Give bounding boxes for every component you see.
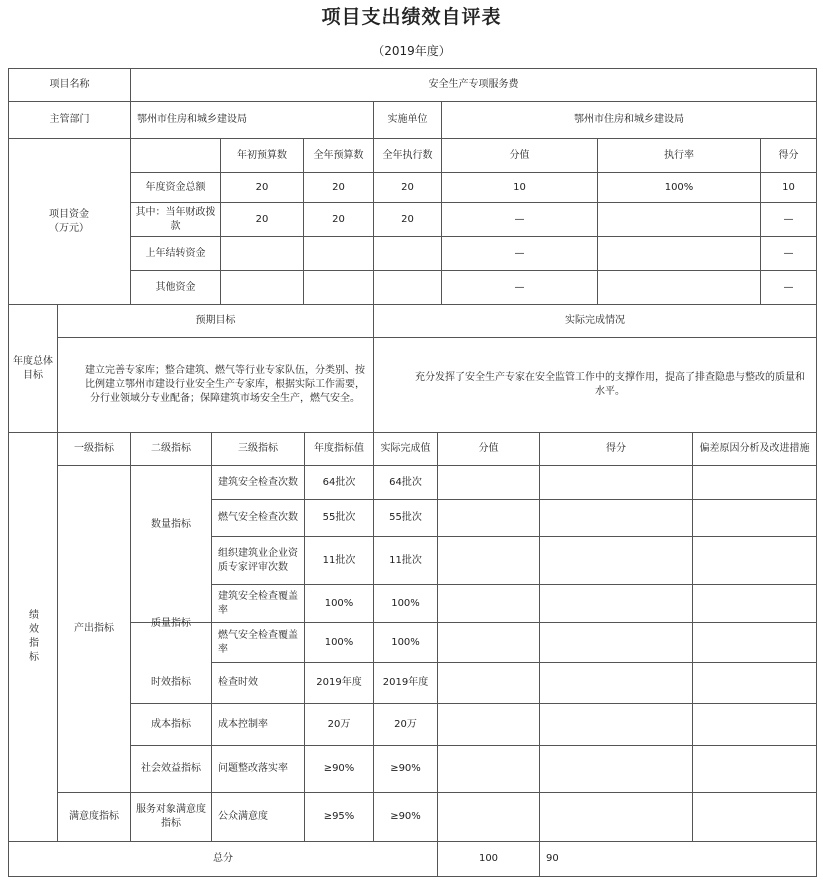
funds-cell: 20 xyxy=(255,213,269,225)
funds-cell: — xyxy=(514,213,525,225)
indicator-actual: 2019年度 xyxy=(382,677,429,688)
indicator-name: 燃气安全检查次数 xyxy=(218,512,298,523)
funds-row-label: 其他资金 xyxy=(155,281,196,293)
funds-header: 分值 xyxy=(509,149,530,161)
indicator-name: 检查时效 xyxy=(218,677,258,688)
indicator-target: 64批次 xyxy=(322,476,356,488)
impl-label: 实施单位 xyxy=(387,114,428,125)
indicator-target: ≥95% xyxy=(323,811,355,822)
total-score-value: 100 xyxy=(478,853,499,864)
page-subtitle: （2019年度） xyxy=(372,44,451,58)
perf-header: 实际完成值 xyxy=(380,443,431,454)
funds-cell: — xyxy=(783,247,794,259)
expected-goal-text: 建立完善专家库；整合建筑、燃气等行业专家队伍，分类别、按比例建立鄂州市建设行业安全生产专家库，根据实际工作需要，分行业领域分专业配备；保障建筑市场安全生产，燃气安全。 xyxy=(85,365,365,404)
funds-label: 项目资金（万元） xyxy=(49,208,89,234)
funds-cell: 20 xyxy=(401,213,414,225)
level2-timeliness: 时效指标 xyxy=(151,677,191,688)
perf-header: 得分 xyxy=(606,443,626,454)
level2-cost: 成本指标 xyxy=(151,718,191,730)
level1-output: 产出指标 xyxy=(74,623,114,634)
perf-header: 一级指标 xyxy=(74,443,114,454)
dept-label: 主管部门 xyxy=(49,114,90,125)
perf-header: 分值 xyxy=(478,443,499,454)
actual-result-text: 充分发挥了安全生产专家在安全监管工作中的支撑作用，提高了排查隐患与整改的质量和水平。 xyxy=(415,372,805,397)
indicator-actual: ≥90% xyxy=(390,763,421,774)
indicator-name: 建筑安全检查次数 xyxy=(218,476,298,488)
level2-social: 社会效益指标 xyxy=(141,763,201,774)
funds-row-label: 其中：当年财政拨款 xyxy=(135,206,216,232)
funds-header: 执行率 xyxy=(664,149,694,161)
expected-header: 预期目标 xyxy=(195,315,236,326)
indicator-actual: 64批次 xyxy=(389,476,422,488)
goals-label: 年度总体目标 xyxy=(13,355,53,381)
project-name-label: 项目名称 xyxy=(49,79,90,90)
indicator-target: 2019年度 xyxy=(316,677,362,688)
total-score: 90 xyxy=(546,853,559,864)
indicator-actual: 20万 xyxy=(394,718,417,730)
indicator-name: 公众满意度 xyxy=(218,811,268,822)
funds-cell: 100% xyxy=(664,181,694,193)
funds-header: 年初预算数 xyxy=(237,149,287,161)
project-name: 安全生产专项服务费 xyxy=(428,79,519,90)
indicator-target: 20万 xyxy=(327,718,351,730)
total-label: 总分 xyxy=(213,853,233,864)
level2-service: 服务对象满意度指标 xyxy=(136,804,206,829)
perf-header: 年度指标值 xyxy=(314,443,364,454)
funds-row-label: 年度资金总额 xyxy=(145,181,206,193)
indicator-name: 组织建筑业企业资质专家评审次数 xyxy=(218,547,298,573)
actual-header: 实际完成情况 xyxy=(565,315,625,326)
indicator-name: 问题整改落实率 xyxy=(218,763,288,774)
indicator-actual: 100% xyxy=(391,636,420,648)
indicator-actual: 100% xyxy=(391,597,420,609)
page-title: 项目支出绩效自评表 xyxy=(321,6,502,28)
indicator-target: 55批次 xyxy=(322,512,356,523)
indicator-actual: 11批次 xyxy=(389,554,422,566)
level2-quality: 质量指标 xyxy=(151,617,191,629)
indicator-name: 成本控制率 xyxy=(218,718,268,730)
funds-cell: 20 xyxy=(255,181,269,193)
perf-header: 二级指标 xyxy=(151,443,191,454)
indicator-actual: ≥90% xyxy=(390,811,421,822)
impl-value: 鄂州市住房和城乡建设局 xyxy=(574,114,684,125)
perf-label: 绩效指标 xyxy=(29,610,39,663)
funds-cell: 10 xyxy=(513,181,526,193)
funds-cell: 20 xyxy=(332,181,345,193)
level1-satisfaction: 满意度指标 xyxy=(69,811,119,822)
indicator-target: 11批次 xyxy=(322,554,356,566)
funds-cell xyxy=(598,203,760,236)
funds-cell: — xyxy=(783,281,794,293)
funds-cell: — xyxy=(783,213,794,225)
funds-header: 得分 xyxy=(778,149,799,161)
funds-cell: 10 xyxy=(782,181,795,193)
indicator-actual: 55批次 xyxy=(389,512,422,523)
funds-cell: 20 xyxy=(401,181,414,193)
dept-value: 鄂州市住房和城乡建设局 xyxy=(137,114,247,125)
indicator-name: 建筑安全检查覆盖率 xyxy=(218,590,298,616)
indicator-target: 100% xyxy=(324,597,354,609)
funds-header: 全年执行数 xyxy=(382,149,433,161)
indicator-target: ≥90% xyxy=(323,763,355,774)
level2-quantity: 数量指标 xyxy=(151,519,191,530)
perf-header: 偏差原因分析及改进措施 xyxy=(699,443,810,454)
funds-row-label: 上年结转资金 xyxy=(145,247,206,259)
indicator-name: 燃气安全检查覆盖率 xyxy=(218,629,298,655)
funds-cell: — xyxy=(514,247,525,259)
indicator-target: 100% xyxy=(324,636,354,648)
funds-cell: 20 xyxy=(332,213,345,225)
funds-cell: — xyxy=(514,281,525,293)
perf-header: 三级指标 xyxy=(238,443,278,454)
funds-header: 全年预算数 xyxy=(313,149,364,161)
